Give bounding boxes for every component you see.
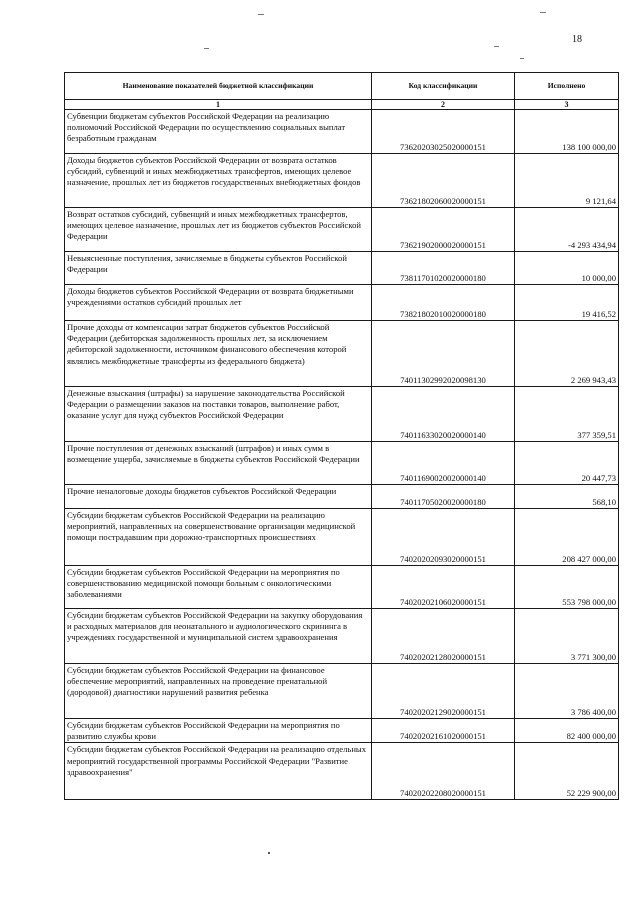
executed-amount-cell: 82 400 000,00	[515, 719, 619, 743]
executed-amount-cell: 208 427 000,00	[515, 509, 619, 566]
executed-amount-cell: 19 416,52	[515, 285, 619, 321]
indicator-name-cell: Прочие поступления от денежных взысканий (штрафов) и иных сумм в возмещение ущерба, зачисляемые в бюджеты субъектов Российской Федерации	[65, 442, 372, 485]
executed-amount-cell: 553 798 000,00	[515, 566, 619, 609]
classification-code-cell: 74020202129020000151	[372, 664, 515, 719]
classification-code-cell: 74020202093020000151	[372, 509, 515, 566]
classification-code-cell: 74011705020020000180	[372, 485, 515, 509]
header-classification-code: Код классификации	[372, 73, 515, 100]
table-row	[65, 442, 619, 485]
table-row	[65, 285, 619, 321]
table-row	[65, 154, 619, 208]
page-number: 18	[572, 34, 582, 45]
indicator-name-cell: Субсидии бюджетам субъектов Российской Федерации на реализацию отдельных мероприятий государственной программы Российской Федерации "Развитие здравоохранения"	[65, 743, 372, 800]
table-row	[65, 485, 619, 509]
table-row	[65, 743, 619, 800]
executed-amount-cell: 20 447,73	[515, 442, 619, 485]
column-number: 3	[515, 100, 619, 110]
table-row	[65, 609, 619, 664]
table-row	[65, 321, 619, 387]
executed-amount-cell: 3 771 300,00	[515, 609, 619, 664]
budget-table	[64, 72, 619, 800]
classification-code-cell: 74011302992020098130	[372, 321, 515, 387]
classification-code-cell: 74011690020020000140	[372, 442, 515, 485]
header-executed: Исполнено	[515, 73, 619, 100]
scan-speck	[494, 46, 499, 47]
indicator-name-cell: Субсидии бюджетам субъектов Российской Федерации на мероприятия по совершенствованию медицинской помощи больным с онкологическими заболеваниями	[65, 566, 372, 609]
table-row	[65, 664, 619, 719]
scan-speck	[258, 14, 264, 15]
indicator-name-cell: Субсидии бюджетам субъектов Российской Федерации на закупку оборудования и расходных материалов для неонатального и аудиологического скрининга в учреждениях государственной и муниципальной систем здравоохранения	[65, 609, 372, 664]
table-header-row	[65, 73, 619, 100]
table-row	[65, 110, 619, 154]
classification-code-cell: 74020202106020000151	[372, 566, 515, 609]
indicator-name-cell: Возврат остатков субсидий, субвенций и иных межбюджетных трансфертов, имеющих целевое назначение, прошлых лет из бюджетов субъектов Российской Федерации	[65, 208, 372, 252]
indicator-name-cell: Невыясненные поступления, зачисляемые в бюджеты субъектов Российской Федерации	[65, 252, 372, 285]
executed-amount-cell: 3 786 400,00	[515, 664, 619, 719]
indicator-name-cell: Субсидии бюджетам субъектов Российской Федерации на реализацию мероприятий, направленных на совершенствование организации медицинской помощи пострадавшим при дорожно-транспортных происшествиях	[65, 509, 372, 566]
classification-code-cell: 74020202161020000151	[372, 719, 515, 743]
indicator-name-cell: Субвенции бюджетам субъектов Российской Федерации на реализацию полномочий Российской Федерации по осуществлению социальных выплат безработным гражданам	[65, 110, 372, 154]
table-row	[65, 387, 619, 442]
executed-amount-cell: 9 121,64	[515, 154, 619, 208]
indicator-name-cell: Субсидии бюджетам субъектов Российской Федерации на мероприятия по развитию службы крови	[65, 719, 372, 743]
classification-code-cell: 74011633020020000140	[372, 387, 515, 442]
executed-amount-cell: 52 229 900,00	[515, 743, 619, 800]
classification-code-cell: 74020202128020000151	[372, 609, 515, 664]
executed-amount-cell: 377 359,51	[515, 387, 619, 442]
scan-dot	[268, 852, 270, 854]
executed-amount-cell: 138 100 000,00	[515, 110, 619, 154]
indicator-name-cell: Денежные взыскания (штрафы) за нарушение законодательства Российской Федерации о размещении заказов на поставки товаров, выполнение работ, оказание услуг для нужд субъектов Российской Федерации	[65, 387, 372, 442]
column-number-row	[65, 100, 619, 110]
classification-code-cell: 73811701020020000180	[372, 252, 515, 285]
executed-amount-cell: 10 000,00	[515, 252, 619, 285]
table-row	[65, 252, 619, 285]
column-number: 1	[65, 100, 372, 110]
classification-code-cell: 73621902000020000151	[372, 208, 515, 252]
scan-speck	[520, 58, 524, 59]
indicator-name-cell: Прочие доходы от компенсации затрат бюджетов субъектов Российской Федерации (дебиторская задолженность прошлых лет, за исключением дебиторской задолженности, источником финансового обеспечения которой являлись межбюджетные трансферты из федерального бюджета)	[65, 321, 372, 387]
indicator-name-cell: Прочие неналоговые доходы бюджетов субъектов Российской Федерации	[65, 485, 372, 509]
executed-amount-cell: 568,10	[515, 485, 619, 509]
table-row	[65, 509, 619, 566]
header-indicator-name: Наименование показателей бюджетной классификации	[65, 73, 372, 100]
table-row	[65, 566, 619, 609]
indicator-name-cell: Доходы бюджетов субъектов Российской Федерации от возврата бюджетными учреждениями остатков субсидий прошлых лет	[65, 285, 372, 321]
executed-amount-cell: 2 269 943,43	[515, 321, 619, 387]
scan-speck	[540, 12, 546, 13]
table-row	[65, 208, 619, 252]
classification-code-cell: 73821802010020000180	[372, 285, 515, 321]
scan-speck	[204, 48, 209, 49]
table-row	[65, 719, 619, 743]
column-number: 2	[372, 100, 515, 110]
classification-code-cell: 73621802060020000151	[372, 154, 515, 208]
indicator-name-cell: Субсидии бюджетам субъектов Российской Федерации на финансовое обеспечение мероприятий, направленных на проведение пренатальной (дородовой) диагностики нарушений развития ребенка	[65, 664, 372, 719]
executed-amount-cell: -4 293 434,94	[515, 208, 619, 252]
indicator-name-cell: Доходы бюджетов субъектов Российской Федерации от возврата остатков субсидий, субвенций и иных межбюджетных трансфертов, имеющих целевое назначение, прошлых лет из бюджетов государственных внебюджетных фондов	[65, 154, 372, 208]
classification-code-cell: 73620203025020000151	[372, 110, 515, 154]
classification-code-cell: 74020202208020000151	[372, 743, 515, 800]
table-body	[65, 110, 619, 800]
